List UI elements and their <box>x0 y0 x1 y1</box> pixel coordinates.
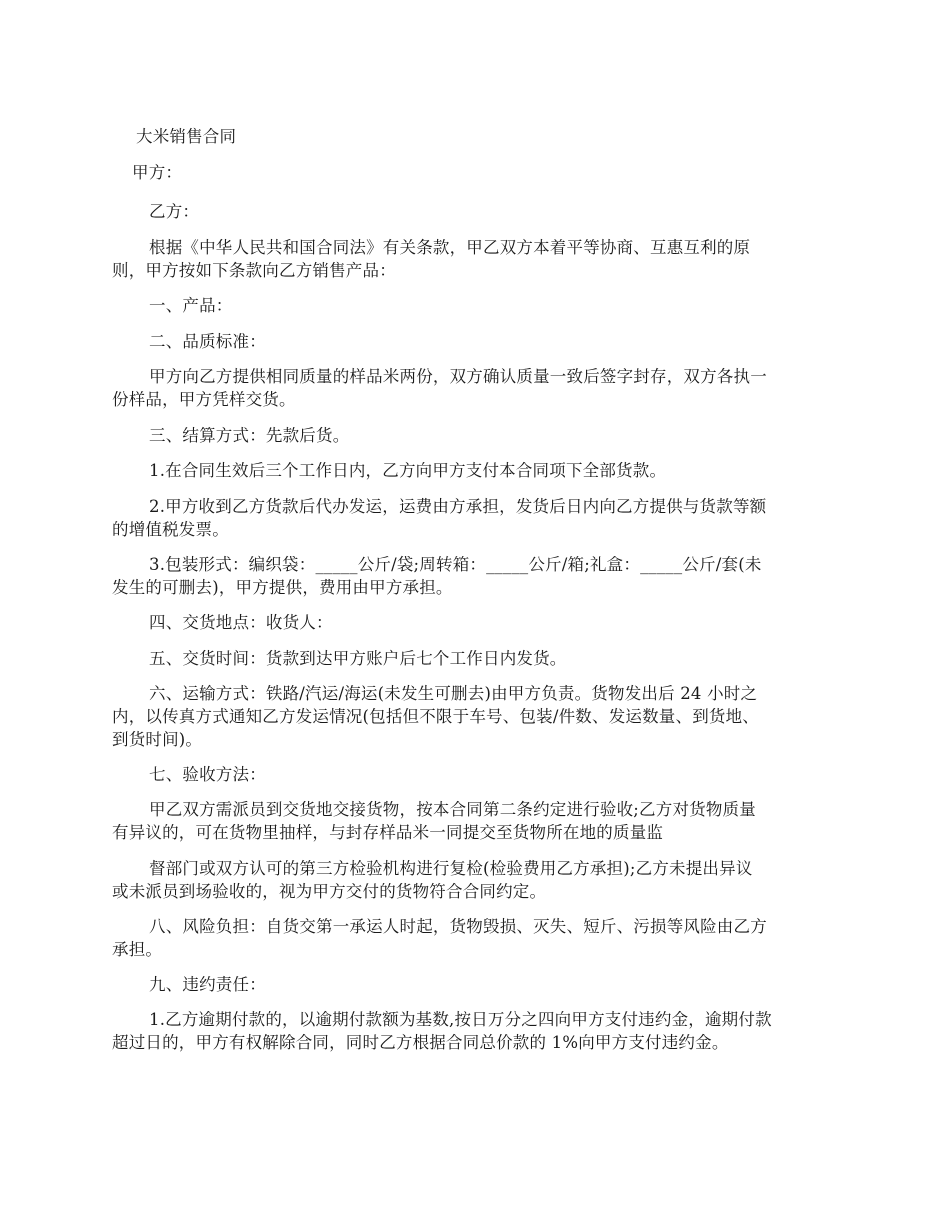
paragraph-line: 到货时间)。 <box>112 730 203 749</box>
paragraph-line: 内，以传真方式通知乙方发运情况(包括但不限于车号、包装/件数、发运数量、到货地、 <box>112 707 759 726</box>
paragraph-line: 根据《中华人民共和国合同法》有关条款，甲乙双方本着平等协商、互惠互利的原 <box>149 238 751 257</box>
paragraph-line: 承担。 <box>112 940 163 959</box>
section-heading: 二、品质标准： <box>149 332 266 351</box>
paragraph-line: 或未派员到场验收的，视为甲方交付的货物符合合同约定。 <box>112 882 547 901</box>
paragraph-line: 1.在合同生效后三个工作日内，乙方向甲方支付本合同项下全部货款。 <box>149 461 667 480</box>
party-a-line: 甲方： <box>132 163 183 182</box>
section-heading: 四、交货地点：收货人： <box>149 613 333 632</box>
paragraph-line: 八、风险负担：自货交第一承运人时起，货物毁损、灭失、短斤、污损等风险由乙方 <box>149 917 767 936</box>
paragraph-line: 有异议的，可在货物里抽样，与封存样品米一同提交至货物所在地的质量监 <box>112 823 664 842</box>
paragraph-line: 则，甲方按如下条款向乙方销售产品： <box>112 261 396 280</box>
paragraph-line: 六、运输方式：铁路/汽运/海运(未发生可删去)由甲方负责。货物发出后 24 小时之 <box>149 684 758 703</box>
section-heading: 九、违约责任： <box>149 975 266 994</box>
paragraph-line: 超过日的，甲方有权解除合同，同时乙方根据合同总价款的 1%向甲方支付违约金。 <box>112 1033 729 1052</box>
section-heading: 三、结算方式：先款后货。 <box>149 426 350 445</box>
paragraph-line: 的增值税发票。 <box>112 520 229 539</box>
paragraph-line: 甲乙双方需派员到交货地交接货物，按本合同第二条约定进行验收;乙方对货物质量 <box>149 800 756 819</box>
paragraph-line: 督部门或双方认可的第三方检验机构进行复检(检验费用乙方承担);乙方未提出异议 <box>149 859 753 878</box>
paragraph-line: 份样品，甲方凭样交货。 <box>112 390 296 409</box>
party-b-line: 乙方： <box>149 202 200 221</box>
paragraph-line: 1.乙方逾期付款的，以逾期付款额为基数,按日万分之四向甲方支付违约金，逾期付款 <box>149 1010 772 1029</box>
paragraph-line: 发生的可删去)，甲方提供，费用由甲方承担。 <box>112 578 453 597</box>
section-heading: 七、验收方法： <box>149 765 266 784</box>
document-title: 大米销售合同 <box>136 127 237 146</box>
paragraph-line: 3.包装形式：编织袋：_____公斤/袋;周转箱：_____公斤/箱;礼盒：_____公斤/套(未 <box>149 555 762 574</box>
paragraph-line: 2.甲方收到乙方货款后代办发运，运费由方承担，发货后日内向乙方提供与货款等额 <box>149 497 767 516</box>
paragraph-line: 甲方向乙方提供相同质量的样品米两份，双方确认质量一致后签字封存，双方各执一 <box>149 367 767 386</box>
section-heading: 五、交货时间：货款到达甲方账户后七个工作日内发货。 <box>149 649 567 668</box>
section-heading: 一、产品： <box>149 296 233 315</box>
